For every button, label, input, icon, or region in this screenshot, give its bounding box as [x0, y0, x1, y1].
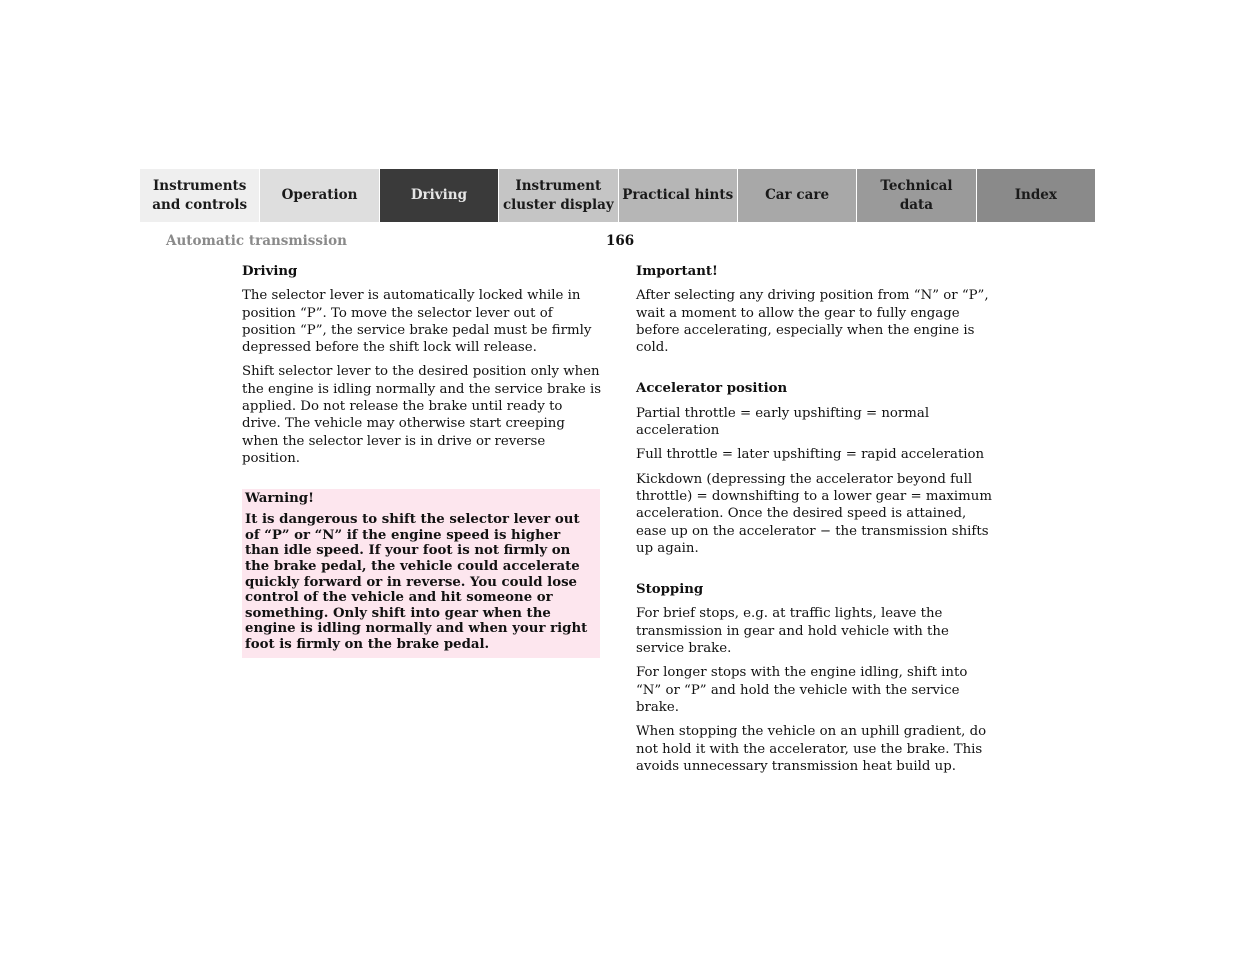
left-column [242, 263, 602, 658]
driving-heading: Driving [242, 264, 298, 279]
warning-box [242, 489, 600, 657]
important-text: After selecting any driving position from “N” or “P”, wait a moment to allow the gear to fully engage before accelerating, especially when the engine is cold. [636, 288, 989, 356]
tab-technical-data[interactable]: Technical data [856, 169, 975, 222]
brief-stops-text: For brief stops, e.g. at traffic lights, leave the transmission in gear and hold vehicle with the service brake. [636, 606, 949, 657]
tab-instruments-and-controls[interactable]: Instruments and controls [140, 169, 259, 222]
page-number: 166 [606, 233, 635, 249]
section-title: Automatic transmission [166, 233, 347, 249]
tab-instrument-cluster-display[interactable]: Instrument cluster display [498, 169, 617, 222]
driving-paragraph-1: The selector lever is automatically locked while in position “P”. To move the selector lever out of position “P”, the service brake pedal must be firmly depressed before the shift lock will release. [242, 288, 592, 356]
kickdown-text: Kickdown (depressing the accelerator beyond full throttle) = downshifting to a lower gear = maximum acceleration. Once the desired speed is attained, ease up on the accelerator − the transmission shifts up again. [636, 471, 992, 556]
tab-practical-hints[interactable]: Practical hints [618, 169, 737, 222]
tab-driving[interactable]: Driving [379, 169, 498, 222]
warning-title: Warning! [245, 491, 314, 507]
partial-throttle-text: Partial throttle = early upshifting = normal acceleration [636, 405, 930, 439]
right-column [636, 263, 996, 782]
longer-stops-text: For longer stops with the engine idling, shift into “N” or “P” and hold the vehicle with the service brake. [636, 665, 968, 715]
tab-operation[interactable]: Operation [259, 169, 378, 222]
driving-paragraph-2: Shift selector lever to the desired position only when the engine is idling normally and the service brake is applied. Do not release the brake until ready to drive. The vehicle may otherwise start creeping when the selector lever is in drive or reverse position. [242, 364, 602, 466]
uphill-stops-text: When stopping the vehicle on an uphill gradient, do not hold it with the accelerator, use the brake. This avoids unnecessary transmission heat build up. [636, 724, 987, 774]
important-heading: Important! [636, 264, 718, 279]
tab-car-care[interactable]: Car care [737, 169, 856, 222]
accelerator-position-heading: Accelerator position [636, 381, 788, 397]
full-throttle-text: Full throttle = later upshifting = rapid acceleration [636, 447, 985, 463]
chapter-tab-bar [140, 169, 1095, 222]
tab-index[interactable]: Index [976, 169, 1095, 222]
warning-text: It is dangerous to shift the selector lever out of “P” or “N” if the engine speed is higher than idle speed. If your foot is not firmly on the brake pedal, the vehicle could accelerate quickly forward or in reverse. You could lose control of the vehicle and hit someone or something. Only shift into gear when the engine is idling normally and when your right foot is firmly on the brake pedal. [245, 512, 588, 653]
stopping-heading: Stopping [636, 582, 704, 598]
